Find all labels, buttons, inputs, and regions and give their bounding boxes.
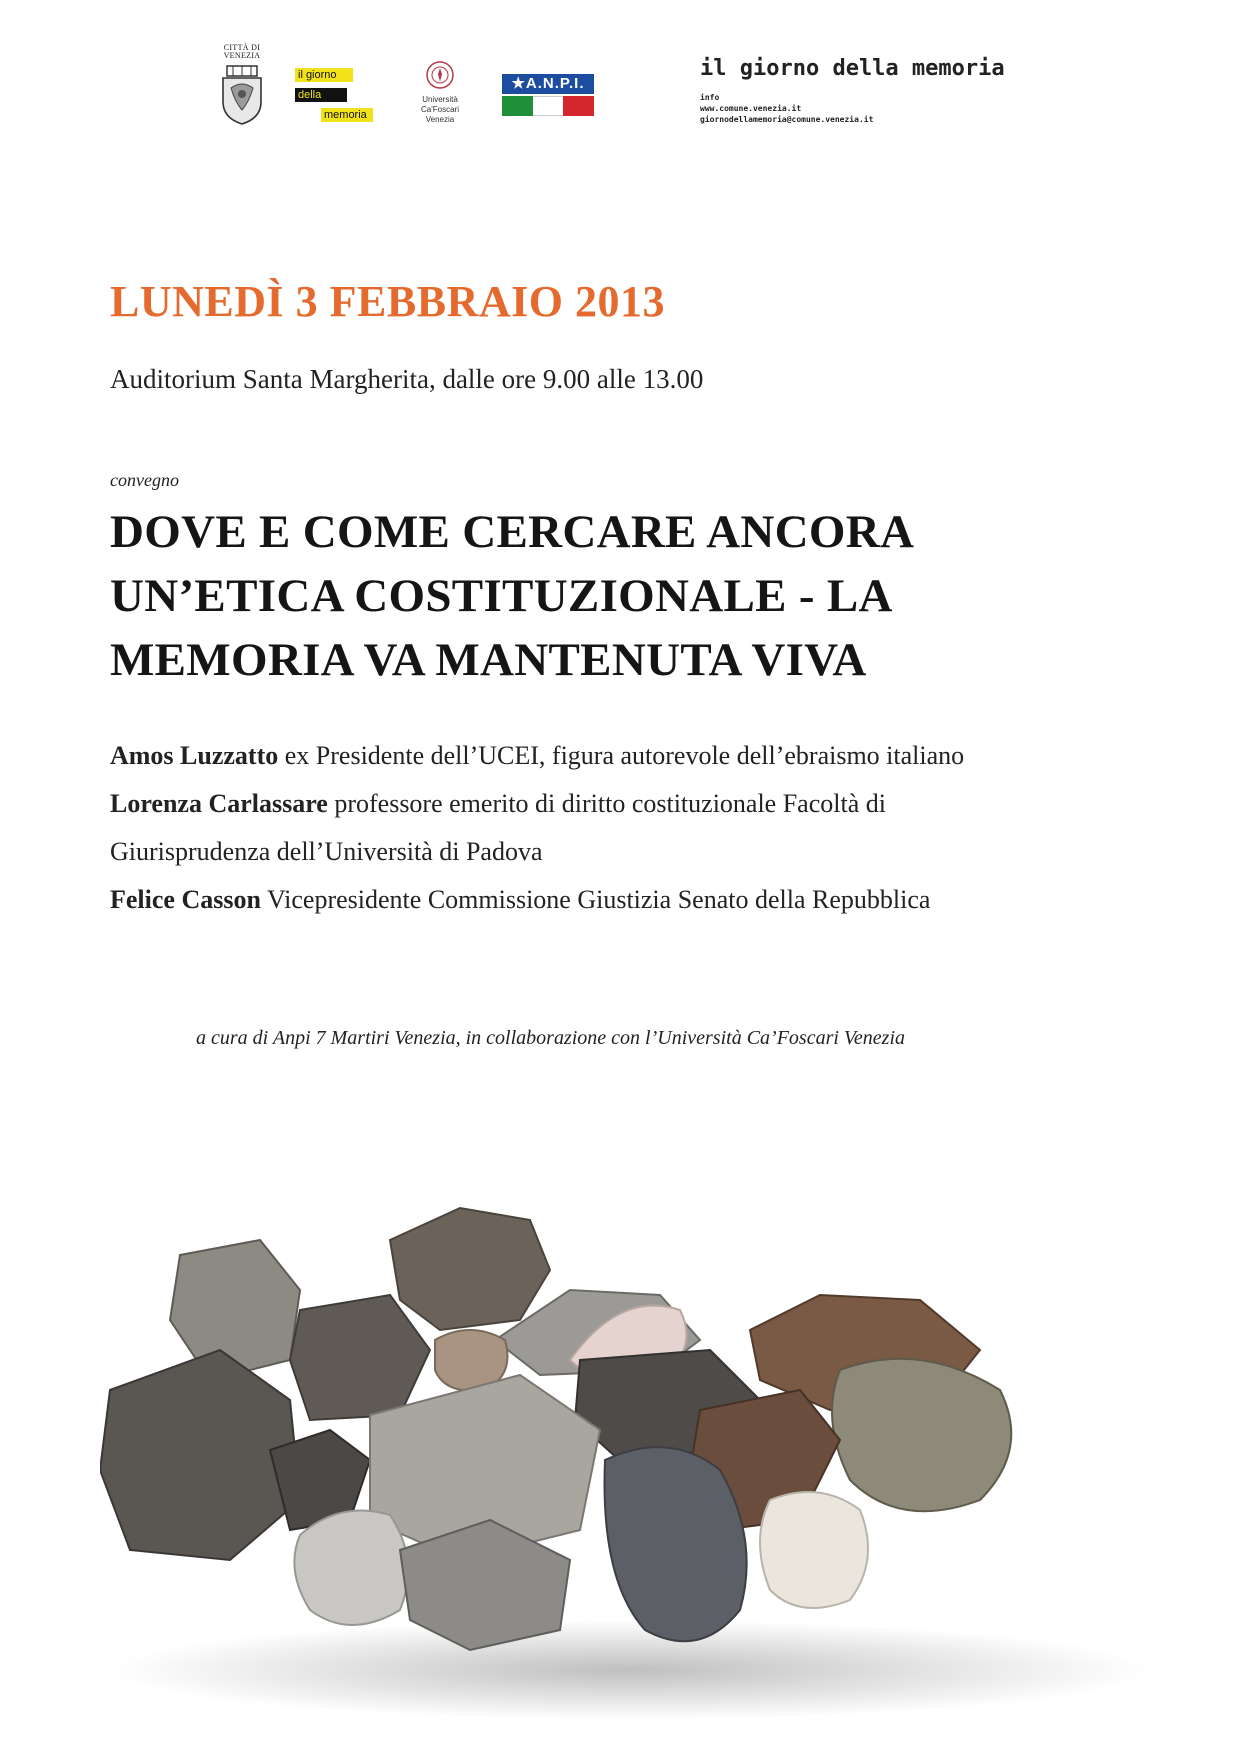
brand-title: il giorno della memoria bbox=[700, 56, 1005, 81]
stone-icon bbox=[170, 1240, 300, 1380]
brand-info bbox=[700, 92, 873, 125]
info-label: info bbox=[700, 93, 720, 102]
cafoscari-line-3: Venezia bbox=[425, 115, 455, 124]
event-venue: Auditorium Santa Margherita, dalle ore 9.00 alle 13.00 bbox=[110, 364, 704, 394]
speaker-row bbox=[110, 828, 1170, 876]
stone-icon bbox=[100, 1350, 300, 1560]
stone-icon bbox=[294, 1511, 408, 1626]
venezia-caption-1: CITTÀ DI bbox=[223, 43, 261, 52]
speaker-row bbox=[110, 732, 1170, 780]
anpi-logo bbox=[502, 74, 594, 116]
stones-illustration bbox=[100, 1200, 1160, 1720]
speaker-role: ex Presidente dell’UCEI, figura autorevole dell’ebraismo italiano bbox=[278, 741, 965, 770]
giorno-della-memoria-logo bbox=[295, 68, 377, 130]
info-url[interactable]: www.comune.venezia.it bbox=[700, 104, 802, 113]
venezia-crest-icon bbox=[219, 62, 265, 126]
cafoscari-line-2: Ca'Foscari bbox=[421, 105, 459, 114]
anpi-label: ★A.N.P.I. bbox=[502, 74, 594, 94]
stone-icon bbox=[832, 1359, 1011, 1512]
gdm-line-1: il giorno bbox=[295, 68, 353, 82]
speaker-row bbox=[110, 876, 1170, 924]
ca-foscari-logo bbox=[410, 60, 470, 132]
ca-foscari-seal-icon bbox=[425, 60, 455, 90]
event-title-line-2: UN’ETICA COSTITUZIONALE - LA bbox=[110, 570, 893, 622]
speaker-row bbox=[110, 780, 1170, 828]
event-title-line-1: DOVE E COME CERCARE ANCORA bbox=[110, 506, 915, 558]
speaker-role: Vicepresidente Commissione Giustizia Senato della Repubblica bbox=[260, 885, 931, 914]
event-title-line-3: MEMORIA VA MANTENUTA VIVA bbox=[110, 634, 867, 686]
event-kind: convegno bbox=[110, 470, 179, 490]
citta-di-venezia-logo bbox=[212, 44, 272, 130]
gdm-line-3: memoria bbox=[321, 108, 373, 122]
cafoscari-line-1: Università bbox=[422, 95, 458, 104]
info-email[interactable]: giornodellamemoria@comune.venezia.it bbox=[700, 115, 874, 124]
speaker-name: Felice Casson bbox=[110, 885, 261, 914]
speakers-list bbox=[110, 732, 1170, 924]
gdm-line-2: della bbox=[295, 88, 331, 102]
stone-icon bbox=[390, 1208, 550, 1330]
italian-flag-icon bbox=[502, 96, 594, 116]
venezia-caption-2: VENEZIA bbox=[223, 51, 261, 60]
stone-icon bbox=[290, 1295, 430, 1420]
speaker-name: Amos Luzzatto bbox=[110, 741, 279, 770]
event-date: LUNEDÌ 3 FEBBRAIO 2013 bbox=[110, 277, 665, 326]
event-title bbox=[110, 500, 1150, 692]
stone-icon bbox=[760, 1492, 868, 1608]
speaker-name: Lorenza Carlassare bbox=[110, 789, 328, 818]
organizer-credit: a cura di Anpi 7 Martiri Venezia, in collaborazione con l’Università Ca’Foscari Venezia bbox=[196, 1027, 906, 1049]
speaker-role: professore emerito di diritto costituzionale Facoltà di bbox=[327, 789, 886, 818]
speaker-role: Giurisprudenza dell’Università di Padova bbox=[110, 837, 543, 866]
